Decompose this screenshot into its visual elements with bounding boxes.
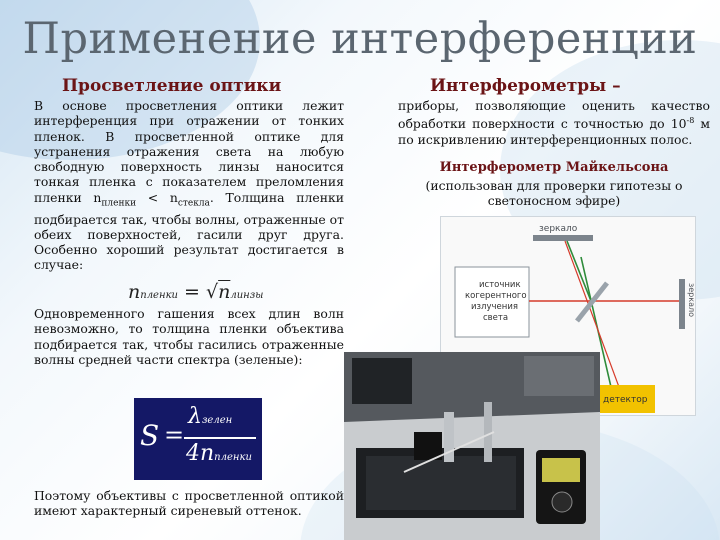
right-mirror-label: зеркало <box>687 283 696 317</box>
formula-film-index: nпленки = √nлинзы <box>128 281 264 303</box>
right-heading: Интерферометры – <box>430 76 621 96</box>
michelson-note: (использован для проверки гипотезы о светоносном эфире) <box>425 178 683 208</box>
top-mirror-label: зеркало <box>539 224 578 234</box>
light-source-label: источник когерентного излучения света <box>465 280 527 323</box>
formula-thickness: S = λзелен 4nпленки <box>134 398 262 480</box>
green-ray-up <box>567 241 591 301</box>
paragraph-antireflection: В основе просветления оптики лежит интерференция при отражении от тонких пленок. В просветленной оптике для устранения отражения света на любую свободную поверхность линзы наносится тонкая пленка с показателем преломления пленки $n_{пленки} < n_{стекла}$. Толщина пленки подбирается так, чтобы волны, отраженные от обеих поверхностей, гасили друг друга. Особенно хороший результат достигается в случае: <box>34 98 344 273</box>
interferometer-description: приборы, позволяющие оценить качество обработки поверхности с точностью до $10^{-8}$ м по искривлению интерференционных полос. <box>398 98 710 147</box>
detector-label: детектор <box>603 395 648 405</box>
left-heading: Просветление оптики <box>62 76 282 96</box>
michelson-title: Интерферометр Майкельсона <box>439 160 669 175</box>
paragraph-conclusion: Поэтому объективы с просветленной оптикой имеют характерный сиреневый оттенок. <box>34 488 344 519</box>
top-mirror <box>533 235 593 241</box>
right-mirror <box>679 279 685 329</box>
slide-title: Применение интерференции <box>22 14 698 64</box>
interferometer-photo <box>344 352 600 540</box>
paragraph-wavelength: Одновременного гашения всех длин волн невозможно, то толщина пленки объектива подбирается так, чтобы гасились отраженные волны средней части спектра (зеленые): <box>34 306 344 367</box>
